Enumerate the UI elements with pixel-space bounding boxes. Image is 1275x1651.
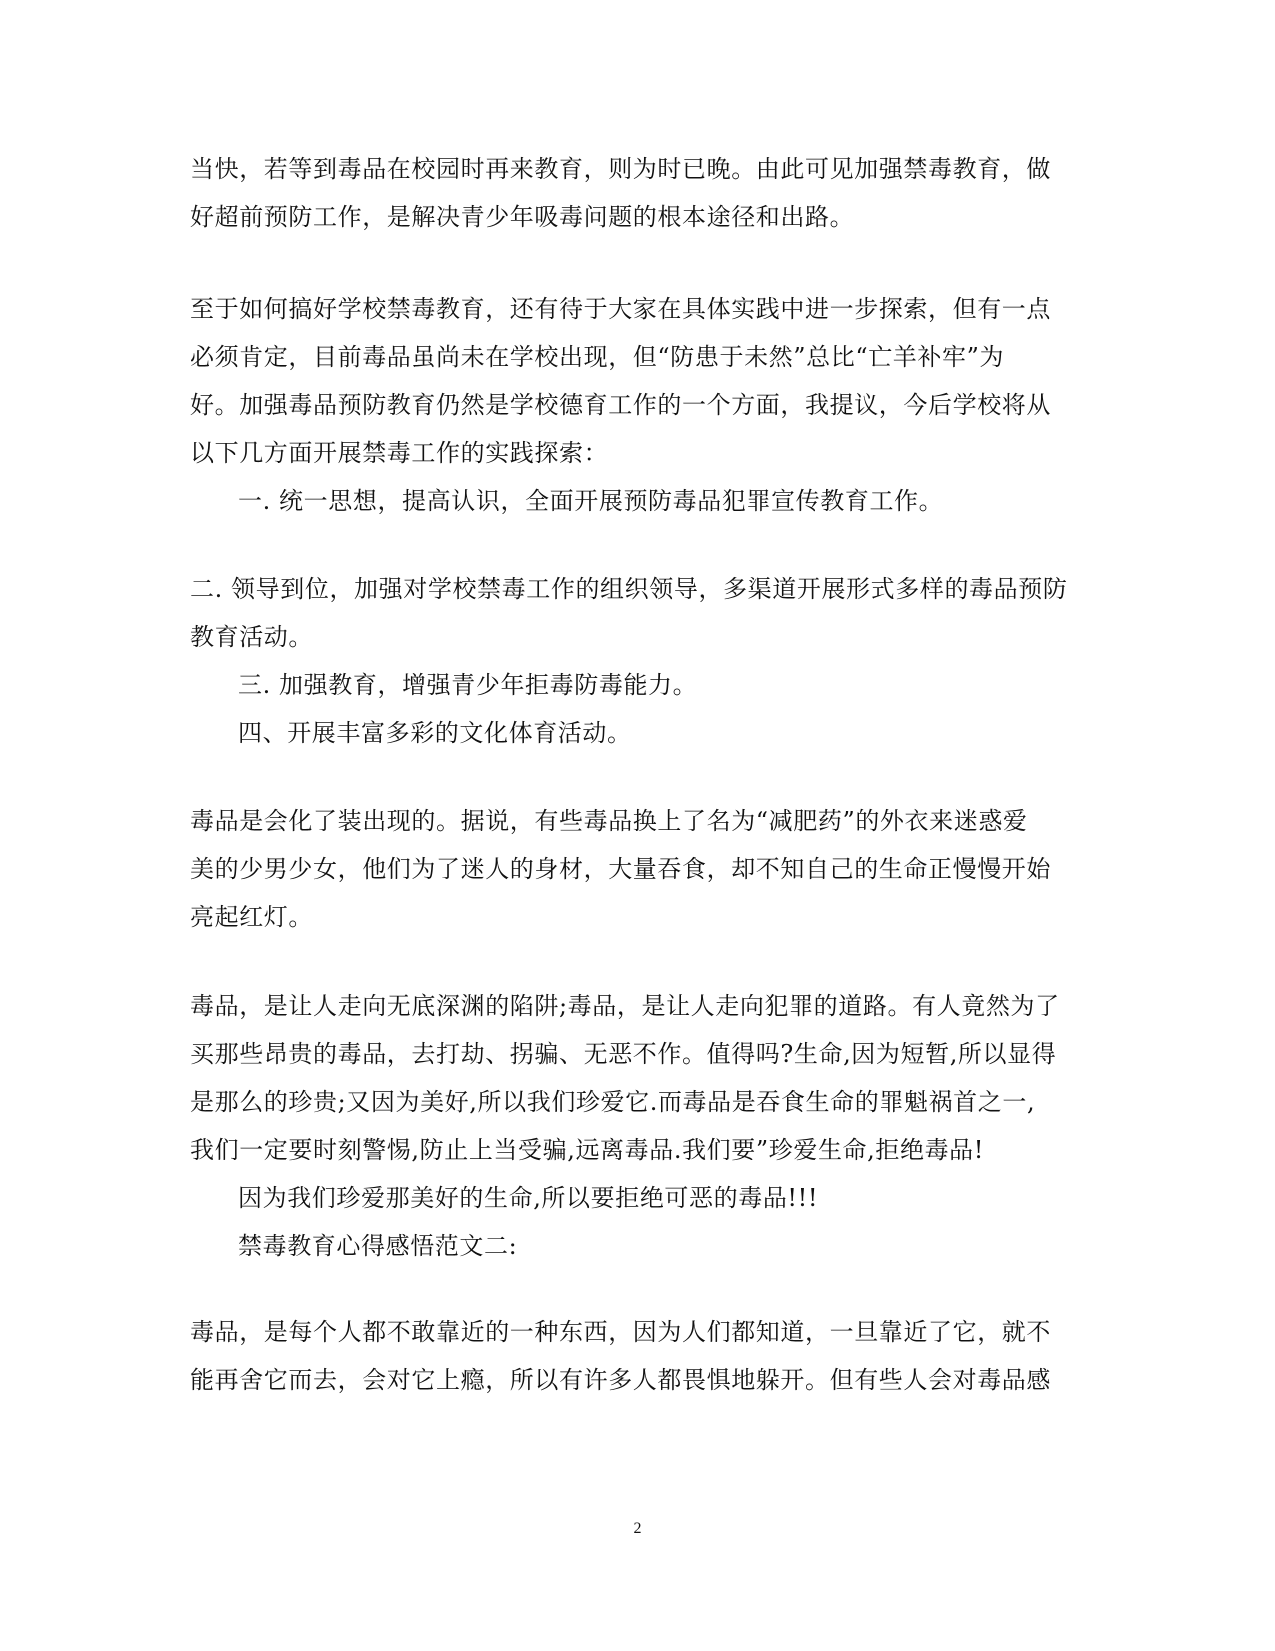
text-line: 好超前预防工作，是解决青少年吸毒问题的根本途径和出路。 <box>190 203 855 231</box>
text-line: 教育活动。 <box>190 623 313 651</box>
paragraph <box>190 797 1090 941</box>
text-line: 毒品，是让人走向无底深渊的陷阱;毒品，是让人走向犯罪的道路。有人竟然为了 <box>190 992 1060 1020</box>
text-line: 能再舍它而去，会对它上瘾，所以有许多人都畏惧地躲开。但有些人会对毒品感 <box>190 1366 1051 1394</box>
text-line: 三. 加强教育，增强青少年拒毒防毒能力。 <box>238 671 698 699</box>
paragraph <box>190 982 1090 1174</box>
paragraph <box>190 145 1090 241</box>
paragraph <box>190 1308 1090 1404</box>
paragraph <box>190 285 1090 477</box>
text-line: 当快，若等到毒品在校园时再来教育，则为时已晚。由此可见加强禁毒教育，做 <box>190 155 1051 183</box>
text-line: 一. 统一思想，提高认识，全面开展预防毒品犯罪宣传教育工作。 <box>238 487 944 515</box>
paragraph <box>238 661 1138 709</box>
text-line: 四、开展丰富多彩的文化体育活动。 <box>238 719 632 747</box>
paragraph <box>238 477 1138 525</box>
text-line: 亮起红灯。 <box>190 903 313 931</box>
text-line: 以下几方面开展禁毒工作的实践探索： <box>190 439 609 467</box>
text-line: 买那些昂贵的毒品，去打劫、拐骗、无恶不作。值得吗?生命,因为短暂,所以显得 <box>190 1040 1057 1068</box>
paragraph <box>238 1174 1138 1222</box>
text-line: 好。加强毒品预防教育仍然是学校德育工作的一个方面，我提议，今后学校将从 <box>190 391 1051 419</box>
paragraph <box>190 565 1090 661</box>
text-line: 二. 领导到位，加强对学校禁毒工作的组织领导，多渠道开展形式多样的毒品预防 <box>190 575 1068 603</box>
page-number: 2 <box>633 1520 642 1537</box>
text-line: 毒品，是每个人都不敢靠近的一种东西，因为人们都知道，一旦靠近了它，就不 <box>190 1318 1051 1346</box>
text-line: 我们一定要时刻警惕,防止上当受骗,远离毒品.我们要”珍爱生命,拒绝毒品! <box>190 1136 985 1164</box>
text-line: 禁毒教育心得感悟范文二: <box>238 1232 518 1260</box>
paragraph <box>238 1222 1138 1270</box>
text-line: 必须肯定，目前毒品虽尚未在学校出现，但“防患于未然”总比“亡羊补牢”为 <box>190 343 1005 371</box>
text-line: 至于如何搞好学校禁毒教育，还有待于大家在具体实践中进一步探索，但有一点 <box>190 295 1051 323</box>
text-line: 因为我们珍爱那美好的生命,所以要拒绝可恶的毒品!!! <box>238 1184 819 1212</box>
text-line: 毒品是会化了装出现的。据说，有些毒品换上了名为“减肥药”的外衣来迷惑爱 <box>190 807 1028 835</box>
text-line: 美的少男少女，他们为了迷人的身材，大量吞食，却不知自己的生命正慢慢开始 <box>190 855 1051 883</box>
paragraph <box>238 709 1138 757</box>
text-line: 是那么的珍贵;又因为美好,所以我们珍爱它.而毒品是吞食生命的罪魁祸首之一, <box>190 1088 1036 1116</box>
